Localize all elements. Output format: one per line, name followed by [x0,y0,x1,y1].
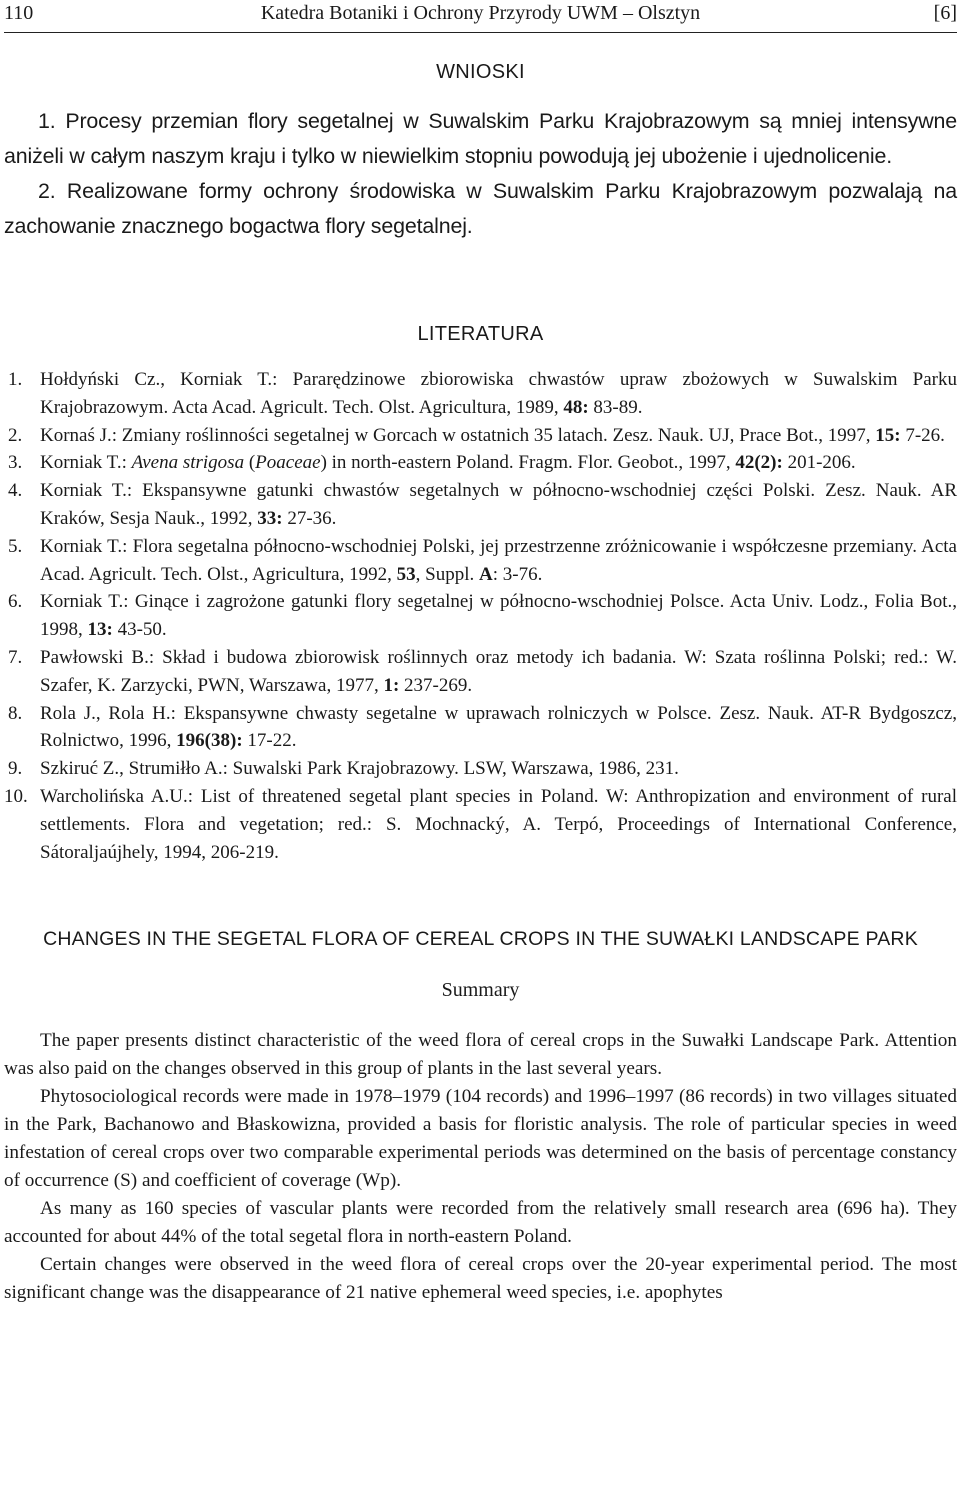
conclusion-item: 2. Realizowane formy ochrony środowiska w Suwalskim Parku Krajobrazowym pozwalają na zachowanie znacznego bogactwa flory segetalnej. [4,179,957,238]
header-rule [4,32,957,33]
reference-item: 5. Korniak T.: Flora segetalna północno-wschodniej Polski, jej przestrzenne zróżnicowanie i współczesne przemiany. Acta Acad. Agricult. Tech. Olst., Agricultura, 1992, 53, Suppl. A: 3-76. [8,535,957,585]
summary-paragraph: As many as 160 species of vascular plants were recorded from the relatively small research area (696 ha). They accounted for about 44% of the total segetal flora in north-eastern Poland. [4,1198,957,1248]
journal-title: Katedra Botaniki i Ochrony Przyrody UWM – Olsztyn [260,2,701,24]
reference-item: 10. Warcholińska A.U.: List of threatened segetal plant species in Poland. W: Anthropization and environment of rural settlements. Flora and vegetation; red.: S. Mochnacký, A. Terpó, Proceedings of International Conference, Sátoraljaújhely, 1994, 206-219. [4,785,957,863]
conclusion-item: 1. Procesy przemian flory segetalnej w Suwalskim Parku Krajobrazowym są mniej intensywne aniżeli w całym naszym kraju i tylko w niewielkim stopniu powodują jej ubożenie i ujednolicenie. [4,109,957,168]
summary-subtitle: Summary [441,979,520,1002]
summary-paragraph: Certain changes were observed in the weed flora of cereal crops over the 20-year experimental period. The most significant change was the disappearance of 21 native ephemeral weed species, i.e. apophytes [4,1254,957,1304]
reference-item: 8. Rola J., Rola H.: Ekspansywne chwasty segetalne w uprawach rolniczych w Polsce. Zesz. Nauk. AT-R Bydgoszcz, Rolnictwo, 1996, 196(38): 17-22. [8,702,957,752]
reference-item: 6. Korniak T.: Ginące i zagrożone gatunki flory segetalnej w północno-wschodniej Polsce. Acta Univ. Lodz., Folia Bot., 1998, 13: 43-50. [8,591,957,641]
reference-list [4,366,957,866]
literature-heading: LITERATURA [417,323,544,345]
running-header [4,0,957,34]
conclusions-heading: WNIOSKI [436,61,525,83]
page-number: 110 [4,2,34,24]
reference-item: 3. Korniak T.: Avena strigosa (Poaceae) in north-eastern Poland. Fragm. Flor. Geobot., 1997, 42(2): 201-206. [8,452,856,474]
conclusions-list [4,104,957,244]
summary-body [4,1027,957,1307]
reference-item: 2. Kornaś J.: Zmiany roślinności segetalnej w Gorcach w ostatnich 35 latach. Zesz. Nauk. UJ, Prace Bot., 1997, 15: 7-26. [8,424,945,446]
summary-title: CHANGES IN THE SEGETAL FLORA OF CEREAL CROPS IN THE SUWAŁKI LANDSCAPE PARK [43,928,918,951]
summary-paragraph: The paper presents distinct characteristic of the weed flora of cereal crops in the Suwałki Landscape Park. Attention was also paid on the changes observed in this group of plants in the last several years. [4,1030,957,1080]
section-number: [6] [933,2,957,24]
reference-item: 7. Pawłowski B.: Skład i budowa zbiorowisk roślinnych oraz metody ich badania. W: Szata roślinna Polski; red.: W. Szafer, K. Zarzycki, PWN, Warszawa, 1977, 1: 237-269. [8,646,957,696]
reference-item: 9. Szkiruć Z., Strumiłło A.: Suwalski Park Krajobrazowy. LSW, Warszawa, 1986, 231. [8,758,679,780]
reference-item: 1. Hołdyński Cz., Korniak T.: Pararędzinowe zbiorowiska chwastów upraw zbożowych w Suwalskim Parku Krajobrazowym. Acta Acad. Agricult. Tech. Olst. Agricultura, 1989, 48: 83-89. [8,369,957,418]
reference-item: 4. Korniak T.: Ekspansywne gatunki chwastów segetalnych w północno-wschodniej części Polski. Zesz. Nauk. AR Kraków, Sesja Nauk., 1992, 33: 27-36. [8,480,957,529]
document-page [4,0,957,1307]
summary-paragraph: Phytosociological records were made in 1978–1979 (104 records) and 1996–1997 (86 records) in two villages situated in the Park, Bachanowo and Błaskowizna, provided a basis for floristic analysis. The role of particular species in weed infestation of cereal crops over two comparable experimental periods was determined on the basis of percentage constancy of occurrence (S) and coefficient of coverage (Wp). [4,1086,957,1192]
